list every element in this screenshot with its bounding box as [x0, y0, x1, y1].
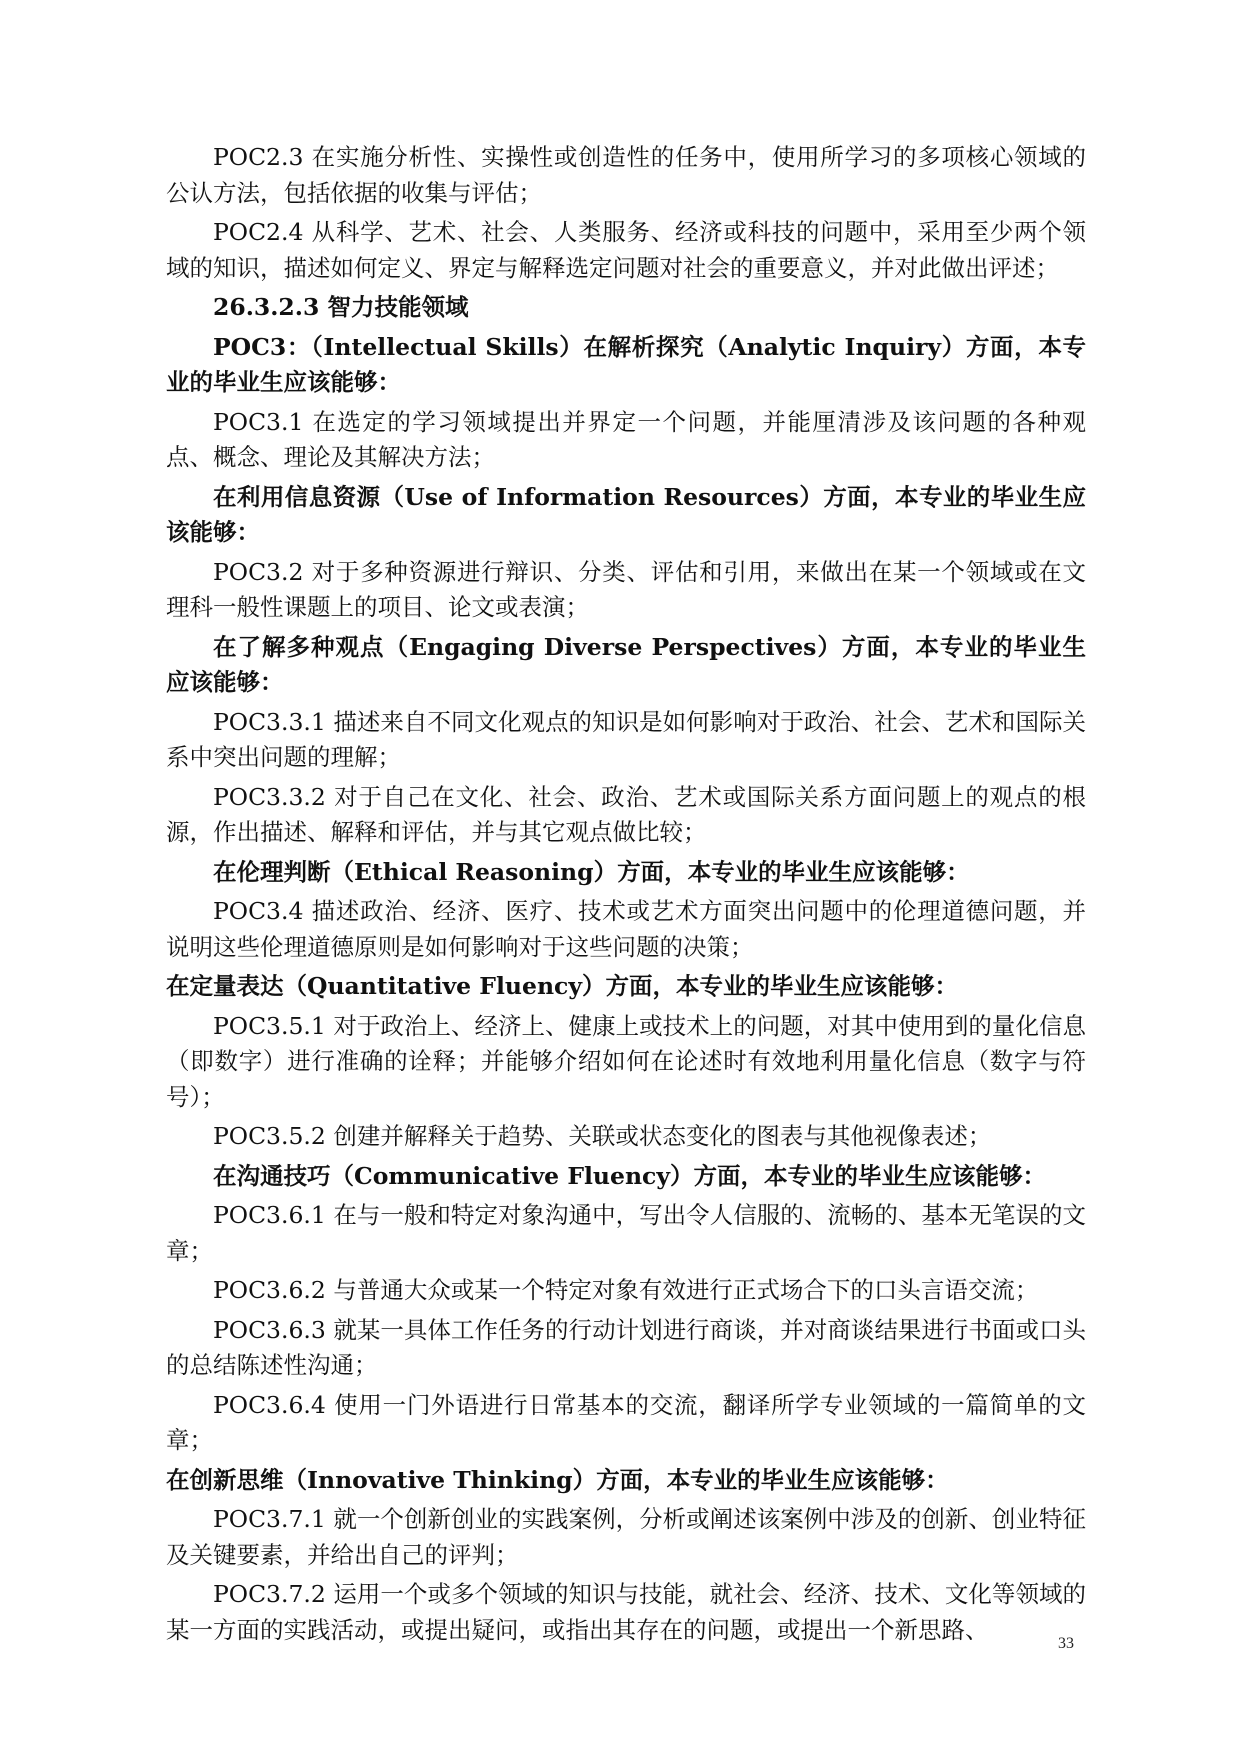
document-page	[166, 140, 1086, 1644]
body-paragraph: POC2.3 在实施分析性、实操性或创造性的任务中，使用所学习的多项核心领域的公认方法，包括依据的收集与评估；	[166, 143, 1086, 207]
section-heading: 在定量表达（Quantitative Fluency）方面，本专业的毕业生应该能够：	[166, 972, 958, 1000]
section-heading: 在伦理判断（Ethical Reasoning）方面，本专业的毕业生应该能够：	[213, 857, 970, 886]
body-paragraph: POC3.6.1 在与一般和特定对象沟通中，写出令人信服的、流畅的、基本无笔误的文章；	[166, 1201, 1086, 1265]
body-paragraph: POC3.4 描述政治、经济、医疗、技术或艺术方面突出问题中的伦理道德问题，并说明这些伦理道德原则是如何影响对于这些问题的决策；	[166, 897, 1086, 961]
section-heading: 在创新思维（Innovative Thinking）方面，本专业的毕业生应该能够：	[166, 1465, 949, 1494]
body-paragraph: POC3.5.2 创建并解释关于趋势、关联或状态变化的图表与其他视像表述；	[213, 1122, 992, 1150]
body-paragraph: POC3.6.3 就某一具体工作任务的行动计划进行商谈，并对商谈结果进行书面或口头的总结陈述性沟通；	[166, 1315, 1086, 1379]
body-paragraph: POC3.7.1 就一个创新创业的实践案例，分析或阐述该案例中涉及的创新、创业特征及关键要素，并给出自己的评判；	[166, 1505, 1086, 1569]
body-paragraph: POC3.5.1 对于政治上、经济上、健康上或技术上的问题，对其中使用到的量化信息（即数字）进行准确的诠释；并能够介绍如何在论述时有效地利用量化信息（数字与符号）；	[166, 1011, 1086, 1111]
section-heading: 在利用信息资源（Use of Information Resources）方面，本专业的毕业生应该能够：	[166, 482, 1086, 546]
page-number: 33	[1058, 1635, 1074, 1652]
section-heading: 在了解多种观点（Engaging Diverse Perspectives）方面，本专业的毕业生应该能够：	[166, 632, 1086, 696]
section-heading: POC3：（Intellectual Skills）在解析探究（Analytic Inquiry）方面，本专业的毕业生应该能够：	[166, 332, 1086, 396]
body-paragraph: POC3.1 在选定的学习领域提出并界定一个问题，并能厘清涉及该问题的各种观点、概念、理论及其解决方法；	[166, 407, 1086, 471]
body-paragraph: POC3.7.2 运用一个或多个领域的知识与技能，就社会、经济、技术、文化等领域的某一方面的实践活动，或提出疑问，或指出其存在的问题，或提出一个新思路、	[166, 1580, 1086, 1644]
body-paragraph: POC3.3.1 描述来自不同文化观点的知识是如何影响对于政治、社会、艺术和国际关系中突出问题的理解；	[166, 707, 1086, 771]
section-heading: 在沟通技巧（Communicative Fluency）方面，本专业的毕业生应该能够：	[213, 1161, 1047, 1190]
body-paragraph: POC2.4 从科学、艺术、社会、人类服务、经济或科技的问题中，采用至少两个领域的知识，描述如何定义、界定与解释选定问题对社会的重要意义，并对此做出评述；	[166, 218, 1086, 282]
body-paragraph: POC3.6.2 与普通大众或某一个特定对象有效进行正式场合下的口头言语交流；	[213, 1276, 1039, 1304]
body-paragraph: POC3.6.4 使用一门外语进行日常基本的交流，翻译所学专业领域的一篇简单的文章；	[166, 1390, 1086, 1454]
body-paragraph: POC3.3.2 对于自己在文化、社会、政治、艺术或国际关系方面问题上的观点的根源，作出描述、解释和评估，并与其它观点做比较；	[166, 782, 1086, 846]
body-paragraph: POC3.2 对于多种资源进行辩识、分类、评估和引用，来做出在某一个领域或在文理科一般性课题上的项目、论文或表演；	[166, 557, 1086, 621]
section-heading: 26.3.2.3 智力技能领域	[213, 293, 469, 321]
